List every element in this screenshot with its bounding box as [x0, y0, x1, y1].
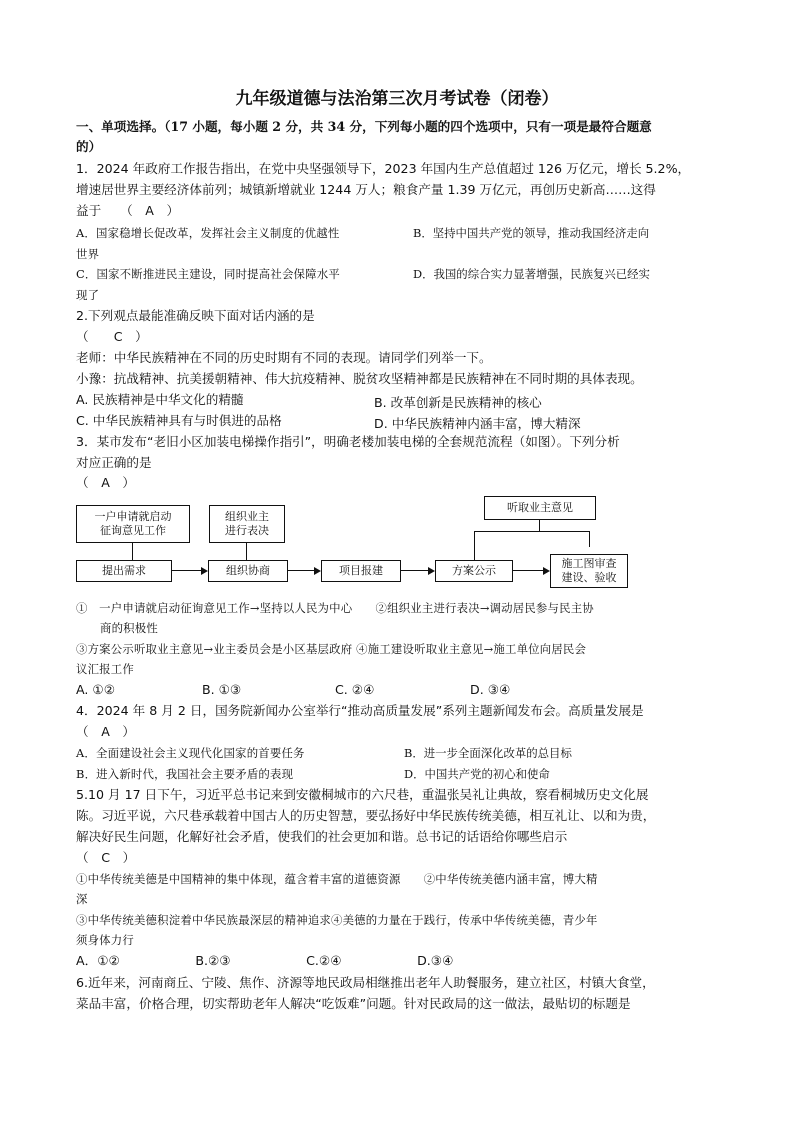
- q6-stem-line2: 菜品丰富，价格合理，切实帮助老年人解决“吃饭难”问题。针对民政局的这一做法，最贴切的标题是: [76, 996, 631, 1011]
- flow-arrow-head: [428, 567, 435, 575]
- q3-choice-a: A. ①②: [76, 682, 115, 697]
- flow-arrow-line: [288, 570, 314, 571]
- q5-choices: A．①② B.②③ C.②④ D.③④: [76, 953, 454, 968]
- q3-choice-c: C. ②④: [335, 682, 375, 697]
- q1-stem-line1: 1．2024 年政府工作报告指出，在党中央坚强领导下，2023 年国内生产总值超过 126 万亿元，增长 5.2%，: [76, 161, 691, 176]
- flow-arrow-line: [172, 570, 201, 571]
- q5-stem-line1: 5.10 月 17 日下午，习近平总书记来到安徽桐城市的六尺巷，重温张吴礼让典故，察看桐城历史文化展: [76, 787, 649, 802]
- q3-statement-3-4: ③方案公示听取业主意见→业主委员会是小区基层政府 ④施工建设听取业主意见→施工单位向居民会: [76, 642, 587, 656]
- q2-option-a: A. 民族精神是中华文化的精髓: [76, 392, 244, 407]
- flow-note-vote: 组织业主 进行表决: [209, 505, 285, 543]
- exam-title: 九年级道德与法治第三次月考试卷（闭卷）: [235, 89, 559, 109]
- flow-connector: [246, 543, 247, 560]
- flow-step-construction: 施工图审查 建设、验收: [550, 554, 628, 588]
- flow-arrow-head: [314, 567, 321, 575]
- q4-option-b: B．进一步全面深化改革的总目标: [404, 746, 572, 760]
- q5-answer: （ C ）: [76, 850, 136, 865]
- q5-statement-1-2: ①中华传统美德是中国精神的集中体现，蕴含着丰富的道德资源 ②中华传统美德内涵丰富，博大精: [76, 872, 598, 886]
- flow-note-request: 一户申请就启动 征询意见工作: [76, 505, 190, 543]
- flow-connector: [474, 531, 475, 560]
- flow-step-consult: 组织协商: [208, 560, 288, 582]
- q1-option-b-cont: 世界: [76, 247, 100, 261]
- q2-option-d: D. 中华民族精神内涵丰富，博大精深: [374, 416, 581, 431]
- q5-statement-4-cont: 须身体力行: [76, 933, 134, 947]
- q6-stem-line1: 6.近年来，河南商丘、宁陵、焦作、济源等地民政局相继推出老年人助餐服务，建立社区，村镇大食堂，: [76, 975, 655, 990]
- q5-stem-line2: 陈。习近平说，六尺巷承载着中国古人的历史智慧，要弘扬好中华民族传统美德，相互礼让、以和为贵，: [76, 808, 656, 823]
- q4-option-d: D．中国共产党的初心和使命: [404, 767, 550, 781]
- flow-arrow-line: [401, 570, 428, 571]
- q3-answer: （ A ）: [76, 475, 135, 490]
- q3-choice-d: D. ③④: [470, 682, 511, 697]
- flow-arrow-line: [513, 570, 543, 571]
- q1-option-d-cont: 现了: [76, 288, 100, 302]
- q2-stem: 2.下列观点最能准确反映下面对话内涵的是: [76, 308, 315, 323]
- flow-connector: [132, 543, 133, 560]
- flow-connector: [474, 531, 590, 532]
- q3-stem-line1: 3．某市发布“老旧小区加装电梯操作指引”，明确老楼加装电梯的全套规范流程（如图）。下列分析: [76, 434, 620, 449]
- q1-option-a: A．国家稳增长促改革，发挥社会主义制度的优越性: [76, 226, 340, 240]
- q5-statement-2-cont: 深: [76, 892, 88, 906]
- q2-option-c: C. 中华民族精神具有与时俱进的品格: [76, 413, 282, 428]
- flow-step-need: 提出需求: [76, 560, 172, 582]
- q2-teacher-line: 老师：中华民族精神在不同的历史时期有不同的表现。请同学们列举一下。: [76, 350, 492, 365]
- q3-statement-1-2: ① 一户申请就启动征询意见工作→坚持以人民为中心 ②组织业主进行表决→调动居民参与民主协: [76, 601, 594, 615]
- q5-stem-line3: 解决好民生问题，化解好社会矛盾，使我们的社会更加和谐。总书记的话语给你哪些启示: [76, 829, 568, 844]
- q3-stem-line2: 对应正确的是: [76, 455, 152, 470]
- q3-choice-b: B. ①③: [202, 682, 242, 697]
- section-heading-cont: 的）: [76, 139, 102, 154]
- section-heading: 一、单项选择。（17 小题，每小题 2 分，共 34 分，下列每小题的四个选项中，只有一项是最符合题意: [76, 119, 652, 134]
- q1-option-b: B．坚持中国共产党的领导，推动我国经济走向: [413, 226, 650, 240]
- flow-note-opinion: 听取业主意见: [484, 496, 596, 520]
- q2-student-line: 小豫：抗战精神、抗美援朝精神、伟大抗疫精神、脱贫攻坚精神都是民族精神在不同时期的具体表现。: [76, 371, 643, 386]
- q3-statement-4-cont: 议汇报工作: [76, 662, 134, 676]
- q2-answer: （ C ）: [76, 329, 148, 344]
- q4-option-c: B．进入新时代，我国社会主要矛盾的表现: [76, 767, 294, 781]
- flow-connector: [589, 531, 590, 547]
- q1-stem-line3: 益于 （ A ）: [76, 203, 180, 218]
- flow-arrow-head: [201, 567, 208, 575]
- flow-step-publicity: 方案公示: [435, 560, 513, 582]
- q4-option-a: A．全面建设社会主义现代化国家的首要任务: [76, 746, 305, 760]
- q1-stem-line2: 增速居世界主要经济体前列；城镇新增就业 1244 万人；粮食产量 1.39 万亿元，再创历史新高……这得: [76, 182, 656, 197]
- q1-option-d: D．我国的综合实力显著增强，民族复兴已经实: [413, 267, 650, 281]
- q4-stem: 4．2024 年 8 月 2 日，国务院新闻办公室举行“推动高质量发展”系列主题新闻发布会。高质量发展是: [76, 703, 644, 718]
- q3-statement-2-cont: 商的积极性: [100, 621, 158, 635]
- q2-option-b: B. 改革创新是民族精神的核心: [374, 395, 542, 410]
- q5-statement-3-4: ③中华传统美德积淀着中华民族最深层的精神追求④美德的力量在于践行，传承中华传统美德，青少年: [76, 913, 598, 927]
- q1-option-c: C．国家不断推进民主建设，同时提高社会保障水平: [76, 267, 340, 281]
- flow-step-approval: 项目报建: [321, 560, 401, 582]
- flow-arrow-head: [543, 567, 550, 575]
- q4-answer: （ A ）: [76, 724, 135, 739]
